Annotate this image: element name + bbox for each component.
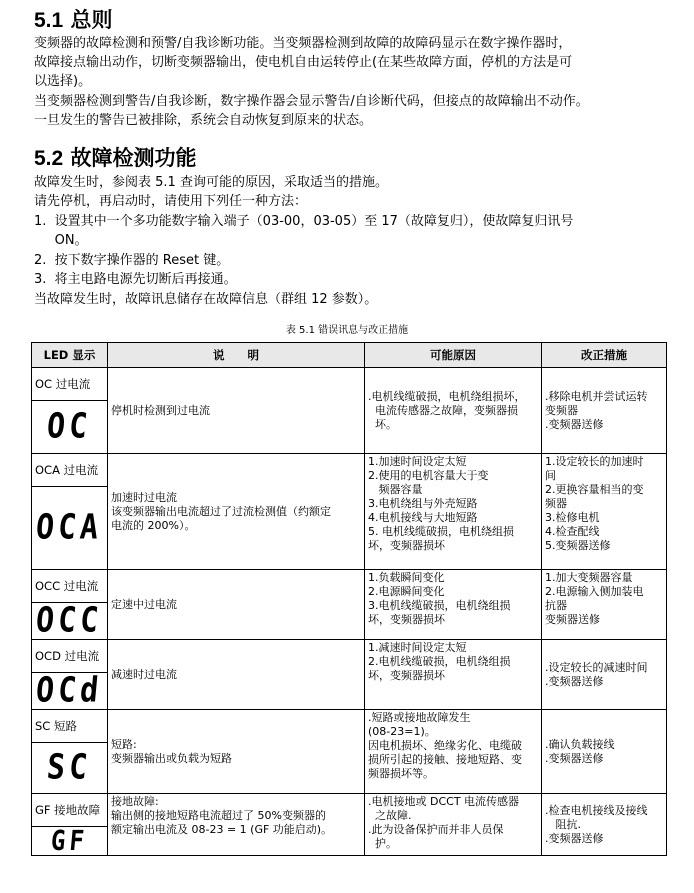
led-display-icon bbox=[32, 824, 108, 858]
section-number: 5.2 bbox=[34, 147, 64, 170]
fix-cell: 1.设定较长的加速时 间 2.更换容量相当的变 频器 3.检修电机 4.检查配线 5.变频器送修 bbox=[542, 454, 667, 570]
cause-cell: 1.减速时间设定太短 2.电机线缆破损，电机绕组损 坏，变频器损坏 bbox=[365, 640, 542, 710]
paragraph-line: 请先停机，再启动时，请使用下列任一种方法： bbox=[34, 194, 308, 209]
paragraph-line: 以选择)。 bbox=[34, 74, 92, 89]
section-title: 故障检测功能 bbox=[70, 146, 197, 170]
cause-cell: .电机接地或 DCCT 电流传感器 之故障. .此为设备保护而并非人员保 护。 bbox=[365, 794, 542, 856]
list-item: 2. 按下数字操作器的 Reset 键。 bbox=[34, 253, 230, 268]
fix-cell: .检查电机接线及接线 阻抗. .变频器送修 bbox=[542, 794, 667, 856]
paragraph-line: 当变频器检测到警告/自我诊断，数字操作器会显示警告/自诊断代码，但接点的故障输出不动作。 bbox=[34, 94, 589, 109]
list-item: 3. 将主电路电源先切断后再接通。 bbox=[34, 272, 237, 287]
table-row bbox=[32, 794, 667, 827]
column-header: 改正措施 bbox=[542, 343, 667, 368]
led-label: SC 短路 bbox=[32, 710, 108, 743]
paragraph-line: 变频器的故障检测和预警/自我诊断功能。当变频器检测到故障的故障码显示在数字操作器时， bbox=[34, 36, 572, 51]
fix-cell: .移除电机并尝试运转 变频器 .变频器送修 bbox=[542, 368, 667, 454]
description-cell: 停机时检测到过电流 bbox=[108, 368, 365, 454]
led-display-icon bbox=[32, 600, 108, 641]
cause-cell: 1.加速时间设定太短 2.使用的电机容量大于变 频器容量 3.电机绕组与外壳短路 4.电机接线与大地短路 5. 电机线缆破损，电机绕组损 坏，变频器损坏 bbox=[365, 454, 542, 570]
table-row bbox=[32, 570, 667, 603]
cause-cell: .电机线缆破损，电机绕组损坏， 电流传感器之故障，变频器损 坏。 bbox=[365, 368, 542, 454]
description-cell: 减速时过电流 bbox=[108, 640, 365, 710]
led-display-icon bbox=[32, 487, 108, 570]
paragraph-line: 故障接点输出动作，切断变频器输出，使电机自由运转停止(在某些故障方面，停机的方法是可 bbox=[34, 55, 573, 70]
led-code: OCC bbox=[34, 600, 105, 641]
led-display-icon bbox=[32, 401, 108, 454]
section-5-1-heading bbox=[34, 8, 113, 33]
paragraph-line: 当故障发生时，故障讯息储存在故障信息（群组 12 参数）。 bbox=[34, 292, 378, 307]
list-item-continuation: ON。 bbox=[34, 233, 88, 248]
led-display-icon bbox=[32, 743, 108, 794]
led-code: OCd bbox=[34, 670, 105, 711]
led-label: OC 过电流 bbox=[32, 368, 108, 401]
table-row bbox=[32, 640, 667, 673]
led-label: OCD 过电流 bbox=[32, 640, 108, 673]
fix-cell: 1.加大变频器容量 2.电源输入侧加装电 抗器 变频器送修 bbox=[542, 570, 667, 640]
section-title: 总则 bbox=[70, 8, 113, 32]
description-cell: 短路: 变频器输出或负载为短路 bbox=[108, 710, 365, 794]
led-code: SC bbox=[45, 747, 94, 788]
led-code: OCA bbox=[34, 507, 105, 548]
table-header-row bbox=[32, 343, 667, 368]
description-cell: 定速中过电流 bbox=[108, 570, 365, 640]
led-code: GF bbox=[49, 824, 90, 858]
led-label: GF 接地故障 bbox=[32, 794, 108, 827]
description-cell: 加速时过电流 该变频器输出电流超过了过流检测值（约额定 电流的 200%）。 bbox=[108, 454, 365, 570]
paragraph-line: 故障发生时，参阅表 5.1 查询可能的原因，采取适当的措施。 bbox=[34, 175, 388, 190]
table-caption: 表 5.1 错误讯息与改正措施 bbox=[285, 325, 409, 336]
fix-cell: .设定较长的减速时间 .变频器送修 bbox=[542, 640, 667, 710]
paragraph-line: 一旦发生的警告已被排除，系统会自动恢复到原来的状态。 bbox=[34, 113, 373, 128]
led-code: OC bbox=[45, 406, 94, 447]
column-header: 说 明 bbox=[108, 343, 365, 368]
led-label: OCC 过电流 bbox=[32, 570, 108, 603]
cause-cell: 1.负载瞬间变化 2.电源瞬间变化 3.电机线缆破损，电机绕组损 坏，变频器损坏 bbox=[365, 570, 542, 640]
column-header: 可能原因 bbox=[365, 343, 542, 368]
table-row bbox=[32, 368, 667, 401]
fix-cell: .确认负载接线 .变频器送修 bbox=[542, 710, 667, 794]
table-row bbox=[32, 710, 667, 743]
table-row bbox=[32, 454, 667, 487]
section-number: 5.1 bbox=[34, 9, 64, 32]
column-header: LED 显示 bbox=[32, 343, 108, 368]
section-5-2-heading bbox=[34, 146, 197, 171]
led-label: OCA 过电流 bbox=[32, 454, 108, 487]
led-display-icon bbox=[32, 670, 108, 711]
description-cell: 接地故障: 输出侧的接地短路电流超过了 50%变频器的 额定输出电流及 08-23 = 1 (GF 功能启动)。 bbox=[108, 794, 365, 856]
list-item: 1. 设置其中一个多功能数字输入端子（03-00，03-05）至 17（故障复归），使故障复归讯号 bbox=[34, 214, 574, 229]
cause-cell: .短路或接地故障发生 (08-23=1)。 因电机损坏、绝缘劣化、电缆破 损所引起的接触、接地短路、变 频器损坏等。 bbox=[365, 710, 542, 794]
error-table bbox=[31, 342, 667, 856]
